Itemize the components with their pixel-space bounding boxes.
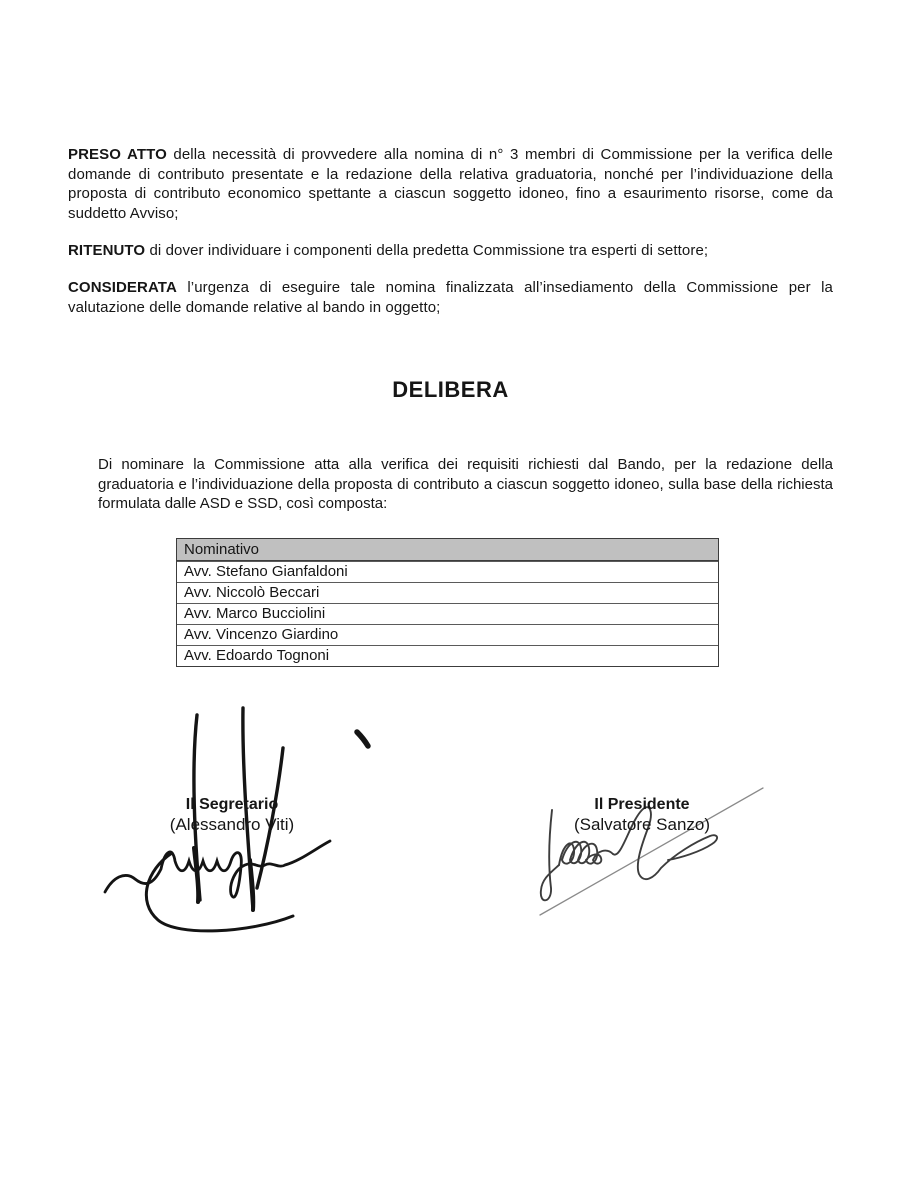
secretary-role-label: Il Segretario — [185, 796, 279, 813]
paragraph-body: della necessità di provvedere alla nomina di n° 3 membri di Commissione per la verifica delle domande di contributo presentate e la redazione della relativa graduatoria, nonché per l’individuazione della proposta di contributo economico spettante a ciascun soggetto idoneo, fino a esaurimento risorse, come da suddetto Avviso; — [68, 146, 833, 222]
committee-table — [176, 538, 719, 667]
table-header-nominativo: Nominativo — [177, 539, 718, 561]
president-name-label: (Salvatore Sanzo) — [573, 815, 711, 834]
table-row: Avv. Vincenzo Giardino — [177, 624, 718, 645]
paragraph-lead: RITENUTO — [68, 242, 146, 259]
table-row: Avv. Marco Bucciolini — [177, 603, 718, 624]
table-row: Avv. Niccolò Beccari — [177, 582, 718, 603]
paragraph-resolution: Di nominare la Commissione atta alla verifica dei requisiti richiesti dal Bando, per la redazione della graduatoria e l’individuazione della proposta di contributo a ciascun soggetto idoneo, sulla base della richiesta formulata dalle ASD e SSD, così composta: — [98, 456, 833, 512]
paragraph-lead: PRESO ATTO — [68, 146, 167, 163]
paragraph-body: di dover individuare i componenti della predetta Commissione tra esperti di settore; — [145, 242, 709, 259]
paragraph-lead: CONSIDERATA — [68, 279, 177, 296]
delibera-heading: DELIBERA — [392, 377, 509, 402]
paragraph-considerata — [68, 278, 833, 317]
paragraph-ritenuto — [68, 241, 833, 261]
president-role-label: Il Presidente — [594, 796, 690, 813]
paragraph-body: l’urgenza di eseguire tale nomina finalizzata all’insediamento della Commissione per la valutazione delle domande relative al bando in oggetto; — [68, 279, 833, 316]
table-row: Avv. Edoardo Tognoni — [177, 645, 718, 666]
table-row: Avv. Stefano Gianfaldoni — [177, 561, 718, 582]
secretary-signature-block — [122, 795, 342, 835]
president-signature-block — [532, 795, 752, 835]
secretary-name-label: (Alessandro Viti) — [169, 815, 295, 834]
paragraph-preso-atto — [68, 145, 833, 223]
